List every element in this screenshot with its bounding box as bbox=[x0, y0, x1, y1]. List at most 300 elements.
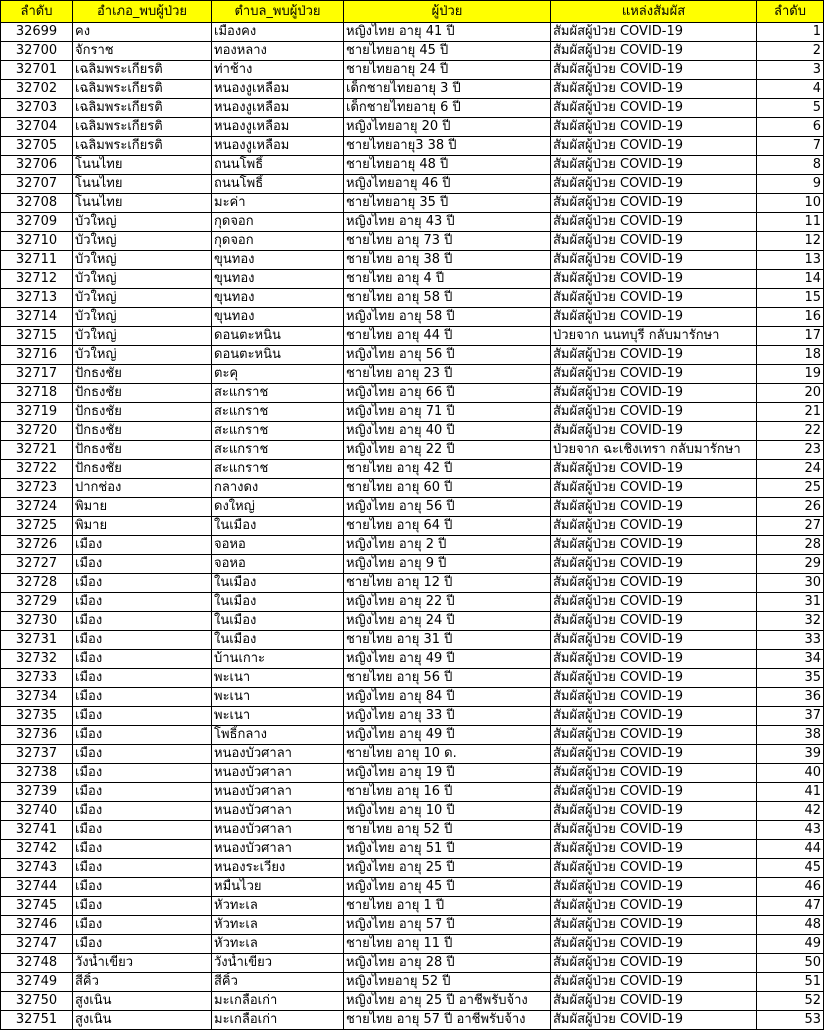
table-row bbox=[1, 23, 824, 42]
case-number-cell: 32726 bbox=[1, 536, 73, 555]
case-number-cell: 32704 bbox=[1, 118, 73, 137]
table-row bbox=[1, 175, 824, 194]
subdistrict-cell: ในเมือง bbox=[212, 517, 344, 536]
district-cell: เมือง bbox=[73, 631, 212, 650]
district-cell: บัวใหญ่ bbox=[73, 289, 212, 308]
sequence-cell: 13 bbox=[757, 251, 824, 270]
case-number-cell: 32720 bbox=[1, 422, 73, 441]
contact-source-cell: สัมผัสผู้ป่วย COVID-19 bbox=[551, 935, 757, 954]
district-cell: คง bbox=[73, 23, 212, 42]
sequence-cell: 3 bbox=[757, 61, 824, 80]
case-number-cell: 32739 bbox=[1, 783, 73, 802]
contact-source-cell: สัมผัสผู้ป่วย COVID-19 bbox=[551, 194, 757, 213]
case-number-cell: 32709 bbox=[1, 213, 73, 232]
table-row bbox=[1, 897, 824, 916]
district-cell: เมือง bbox=[73, 745, 212, 764]
district-cell: เมือง bbox=[73, 802, 212, 821]
table-row bbox=[1, 631, 824, 650]
subdistrict-cell: หนองงูเหลือม bbox=[212, 99, 344, 118]
patient-cell: หญิงไทย อายุ 71 ปี bbox=[344, 403, 551, 422]
district-cell: เมือง bbox=[73, 669, 212, 688]
patient-cell: ชายไทย อายุ 1 ปี bbox=[344, 897, 551, 916]
patient-cell: หญิงไทยอายุ 52 ปี bbox=[344, 973, 551, 992]
contact-source-cell: สัมผัสผู้ป่วย COVID-19 bbox=[551, 992, 757, 1011]
subdistrict-cell: ตะคุ bbox=[212, 365, 344, 384]
subdistrict-cell: ดอนตะหนิน bbox=[212, 327, 344, 346]
table-row bbox=[1, 916, 824, 935]
patient-cell: ชายไทย อายุ 57 ปี อาชีพรับจ้าง bbox=[344, 1011, 551, 1030]
patient-cell: หญิงไทย อายุ 56 ปี bbox=[344, 346, 551, 365]
table-row bbox=[1, 726, 824, 745]
table-row bbox=[1, 650, 824, 669]
contact-source-cell: สัมผัสผู้ป่วย COVID-19 bbox=[551, 745, 757, 764]
contact-source-cell: สัมผัสผู้ป่วย COVID-19 bbox=[551, 498, 757, 517]
patient-cell: ชายไทย อายุ 11 ปี bbox=[344, 935, 551, 954]
patient-cell: ชายไทยอายุ 24 ปี bbox=[344, 61, 551, 80]
contact-source-cell: สัมผัสผู้ป่วย COVID-19 bbox=[551, 688, 757, 707]
header-case-number: ลำดับ bbox=[1, 1, 73, 23]
sequence-cell: 2 bbox=[757, 42, 824, 61]
district-cell: เมือง bbox=[73, 574, 212, 593]
district-cell: เฉลิมพระเกียรติ bbox=[73, 99, 212, 118]
table-row bbox=[1, 574, 824, 593]
patient-cell: ชายไทยอายุ 45 ปี bbox=[344, 42, 551, 61]
patient-cell: หญิงไทย อายุ 22 ปี bbox=[344, 441, 551, 460]
patient-cell: เด็กชายไทยอายุ 6 ปี bbox=[344, 99, 551, 118]
subdistrict-cell: ขุนทอง bbox=[212, 251, 344, 270]
district-cell: ปากช่อง bbox=[73, 479, 212, 498]
patient-cell: ชายไทย อายุ 42 ปี bbox=[344, 460, 551, 479]
contact-source-cell: สัมผัสผู้ป่วย COVID-19 bbox=[551, 137, 757, 156]
contact-source-cell: สัมผัสผู้ป่วย COVID-19 bbox=[551, 308, 757, 327]
patient-cell: ชายไทย อายุ 38 ปี bbox=[344, 251, 551, 270]
table-body bbox=[1, 23, 824, 1030]
district-cell: พิมาย bbox=[73, 498, 212, 517]
subdistrict-cell: สะแกราช bbox=[212, 460, 344, 479]
district-cell: ปักธงชัย bbox=[73, 441, 212, 460]
district-cell: ปักธงชัย bbox=[73, 460, 212, 479]
subdistrict-cell: ดงใหญ่ bbox=[212, 498, 344, 517]
subdistrict-cell: กุดจอก bbox=[212, 232, 344, 251]
contact-source-cell: สัมผัสผู้ป่วย COVID-19 bbox=[551, 346, 757, 365]
patient-cell: ชายไทย อายุ 4 ปี bbox=[344, 270, 551, 289]
contact-source-cell: สัมผัสผู้ป่วย COVID-19 bbox=[551, 61, 757, 80]
subdistrict-cell: หมื่นไวย bbox=[212, 878, 344, 897]
contact-source-cell: สัมผัสผู้ป่วย COVID-19 bbox=[551, 232, 757, 251]
district-cell: เมือง bbox=[73, 783, 212, 802]
header-contact-source: แหล่งสัมผัส bbox=[551, 1, 757, 23]
case-number-cell: 32741 bbox=[1, 821, 73, 840]
case-number-cell: 32734 bbox=[1, 688, 73, 707]
contact-source-cell: สัมผัสผู้ป่วย COVID-19 bbox=[551, 422, 757, 441]
subdistrict-cell: ทองหลาง bbox=[212, 42, 344, 61]
header-patient: ผู้ป่วย bbox=[344, 1, 551, 23]
contact-source-cell: สัมผัสผู้ป่วย COVID-19 bbox=[551, 213, 757, 232]
district-cell: เมือง bbox=[73, 536, 212, 555]
case-number-cell: 32724 bbox=[1, 498, 73, 517]
sequence-cell: 26 bbox=[757, 498, 824, 517]
subdistrict-cell: หนองบัวศาลา bbox=[212, 745, 344, 764]
district-cell: พิมาย bbox=[73, 517, 212, 536]
sequence-cell: 39 bbox=[757, 745, 824, 764]
patient-cell: หญิงไทย อายุ 84 ปี bbox=[344, 688, 551, 707]
contact-source-cell: สัมผัสผู้ป่วย COVID-19 bbox=[551, 118, 757, 137]
patient-cell: หญิงไทย อายุ 25 ปี bbox=[344, 859, 551, 878]
table-row bbox=[1, 99, 824, 118]
contact-source-cell: สัมผัสผู้ป่วย COVID-19 bbox=[551, 821, 757, 840]
district-cell: เมือง bbox=[73, 726, 212, 745]
subdistrict-cell: มะค่า bbox=[212, 194, 344, 213]
subdistrict-cell: ในเมือง bbox=[212, 574, 344, 593]
case-number-cell: 32719 bbox=[1, 403, 73, 422]
header-sequence: ลำดับ bbox=[757, 1, 824, 23]
patient-cell: ชายไทย อายุ 31 ปี bbox=[344, 631, 551, 650]
district-cell: โนนไทย bbox=[73, 175, 212, 194]
sequence-cell: 37 bbox=[757, 707, 824, 726]
district-cell: ปักธงชัย bbox=[73, 384, 212, 403]
table-row bbox=[1, 346, 824, 365]
district-cell: บัวใหญ่ bbox=[73, 346, 212, 365]
patient-cell: ชายไทย อายุ 10 ด. bbox=[344, 745, 551, 764]
case-number-cell: 32710 bbox=[1, 232, 73, 251]
subdistrict-cell: สะแกราช bbox=[212, 422, 344, 441]
subdistrict-cell: ดอนตะหนิน bbox=[212, 346, 344, 365]
case-number-cell: 32723 bbox=[1, 479, 73, 498]
district-cell: เฉลิมพระเกียรติ bbox=[73, 118, 212, 137]
sequence-cell: 30 bbox=[757, 574, 824, 593]
sequence-cell: 33 bbox=[757, 631, 824, 650]
subdistrict-cell: กุดจอก bbox=[212, 213, 344, 232]
sequence-cell: 4 bbox=[757, 80, 824, 99]
contact-source-cell: สัมผัสผู้ป่วย COVID-19 bbox=[551, 23, 757, 42]
patient-cell: ชายไทย อายุ 16 ปี bbox=[344, 783, 551, 802]
patient-cell: ชายไทย อายุ 73 ปี bbox=[344, 232, 551, 251]
subdistrict-cell: สะแกราช bbox=[212, 384, 344, 403]
patient-cell: ชายไทย อายุ 56 ปี bbox=[344, 669, 551, 688]
district-cell: เมือง bbox=[73, 840, 212, 859]
table-row bbox=[1, 308, 824, 327]
subdistrict-cell: พะเนา bbox=[212, 707, 344, 726]
table-row bbox=[1, 973, 824, 992]
patient-cell: หญิงไทย อายุ 45 ปี bbox=[344, 878, 551, 897]
patient-cell: หญิงไทย อายุ 49 ปี bbox=[344, 650, 551, 669]
table-row bbox=[1, 460, 824, 479]
table-row bbox=[1, 593, 824, 612]
table-row bbox=[1, 479, 824, 498]
case-number-cell: 32744 bbox=[1, 878, 73, 897]
sequence-cell: 49 bbox=[757, 935, 824, 954]
patient-cell: หญิงไทย อายุ 9 ปี bbox=[344, 555, 551, 574]
contact-source-cell: สัมผัสผู้ป่วย COVID-19 bbox=[551, 707, 757, 726]
contact-source-cell: สัมผัสผู้ป่วย COVID-19 bbox=[551, 289, 757, 308]
table-row bbox=[1, 270, 824, 289]
patient-cell: ชายไทย อายุ 60 ปี bbox=[344, 479, 551, 498]
table-row bbox=[1, 840, 824, 859]
sequence-cell: 51 bbox=[757, 973, 824, 992]
contact-source-cell: สัมผัสผู้ป่วย COVID-19 bbox=[551, 555, 757, 574]
case-number-cell: 32746 bbox=[1, 916, 73, 935]
district-cell: โนนไทย bbox=[73, 156, 212, 175]
subdistrict-cell: มะเกลือเก่า bbox=[212, 992, 344, 1011]
patient-cell: หญิงไทย อายุ 40 ปี bbox=[344, 422, 551, 441]
district-cell: ปักธงชัย bbox=[73, 403, 212, 422]
patient-cell: หญิงไทย อายุ 28 ปี bbox=[344, 954, 551, 973]
patient-cell: หญิงไทย อายุ 51 ปี bbox=[344, 840, 551, 859]
subdistrict-cell: ในเมือง bbox=[212, 593, 344, 612]
subdistrict-cell: สะแกราช bbox=[212, 403, 344, 422]
sequence-cell: 47 bbox=[757, 897, 824, 916]
sequence-cell: 35 bbox=[757, 669, 824, 688]
sequence-cell: 38 bbox=[757, 726, 824, 745]
subdistrict-cell: หนองงูเหลือม bbox=[212, 137, 344, 156]
case-number-cell: 32732 bbox=[1, 650, 73, 669]
contact-source-cell: สัมผัสผู้ป่วย COVID-19 bbox=[551, 403, 757, 422]
sequence-cell: 50 bbox=[757, 954, 824, 973]
case-number-cell: 32701 bbox=[1, 61, 73, 80]
patient-cell: ชายไทยอายุ3 38 ปี bbox=[344, 137, 551, 156]
case-number-cell: 32735 bbox=[1, 707, 73, 726]
sequence-cell: 27 bbox=[757, 517, 824, 536]
contact-source-cell: สัมผัสผู้ป่วย COVID-19 bbox=[551, 859, 757, 878]
sequence-cell: 31 bbox=[757, 593, 824, 612]
sequence-cell: 15 bbox=[757, 289, 824, 308]
subdistrict-cell: มะเกลือเก่า bbox=[212, 1011, 344, 1030]
case-number-cell: 32728 bbox=[1, 574, 73, 593]
case-number-cell: 32730 bbox=[1, 612, 73, 631]
contact-source-cell: สัมผัสผู้ป่วย COVID-19 bbox=[551, 517, 757, 536]
table-row bbox=[1, 878, 824, 897]
case-number-cell: 32703 bbox=[1, 99, 73, 118]
table-row bbox=[1, 498, 824, 517]
table-row bbox=[1, 80, 824, 99]
patient-cell: ชายไทย อายุ 23 ปี bbox=[344, 365, 551, 384]
contact-source-cell: สัมผัสผู้ป่วย COVID-19 bbox=[551, 669, 757, 688]
contact-source-cell: สัมผัสผู้ป่วย COVID-19 bbox=[551, 460, 757, 479]
contact-source-cell: สัมผัสผู้ป่วย COVID-19 bbox=[551, 840, 757, 859]
subdistrict-cell: ท่าช้าง bbox=[212, 61, 344, 80]
sequence-cell: 10 bbox=[757, 194, 824, 213]
sequence-cell: 40 bbox=[757, 764, 824, 783]
subdistrict-cell: สะแกราช bbox=[212, 441, 344, 460]
patient-cell: เด็กชายไทยอายุ 3 ปี bbox=[344, 80, 551, 99]
contact-source-cell: สัมผัสผู้ป่วย COVID-19 bbox=[551, 365, 757, 384]
contact-source-cell: สัมผัสผู้ป่วย COVID-19 bbox=[551, 1011, 757, 1030]
table-row bbox=[1, 688, 824, 707]
case-number-cell: 32707 bbox=[1, 175, 73, 194]
sequence-cell: 8 bbox=[757, 156, 824, 175]
contact-source-cell: สัมผัสผู้ป่วย COVID-19 bbox=[551, 251, 757, 270]
case-number-cell: 32740 bbox=[1, 802, 73, 821]
sequence-cell: 41 bbox=[757, 783, 824, 802]
table-row bbox=[1, 536, 824, 555]
contact-source-cell: สัมผัสผู้ป่วย COVID-19 bbox=[551, 42, 757, 61]
table-row bbox=[1, 745, 824, 764]
contact-source-cell: สัมผัสผู้ป่วย COVID-19 bbox=[551, 479, 757, 498]
contact-source-cell: สัมผัสผู้ป่วย COVID-19 bbox=[551, 99, 757, 118]
contact-source-cell: ป่วยจาก นนทบุรี กลับมารักษา bbox=[551, 327, 757, 346]
contact-source-cell: สัมผัสผู้ป่วย COVID-19 bbox=[551, 574, 757, 593]
sequence-cell: 45 bbox=[757, 859, 824, 878]
case-number-cell: 32733 bbox=[1, 669, 73, 688]
sequence-cell: 44 bbox=[757, 840, 824, 859]
sequence-cell: 9 bbox=[757, 175, 824, 194]
table-row bbox=[1, 669, 824, 688]
subdistrict-cell: ถนนโพธิ์ bbox=[212, 175, 344, 194]
case-number-cell: 32725 bbox=[1, 517, 73, 536]
table-row bbox=[1, 517, 824, 536]
district-cell: เมือง bbox=[73, 897, 212, 916]
case-number-cell: 32729 bbox=[1, 593, 73, 612]
district-cell: สีคิ้ว bbox=[73, 973, 212, 992]
district-cell: เมือง bbox=[73, 859, 212, 878]
sequence-cell: 28 bbox=[757, 536, 824, 555]
table-row bbox=[1, 156, 824, 175]
subdistrict-cell: หัวทะเล bbox=[212, 916, 344, 935]
subdistrict-cell: หนองบัวศาลา bbox=[212, 764, 344, 783]
case-number-cell: 32702 bbox=[1, 80, 73, 99]
district-cell: เมือง bbox=[73, 688, 212, 707]
case-number-cell: 32750 bbox=[1, 992, 73, 1011]
district-cell: เฉลิมพระเกียรติ bbox=[73, 80, 212, 99]
case-number-cell: 32700 bbox=[1, 42, 73, 61]
subdistrict-cell: จอหอ bbox=[212, 555, 344, 574]
table-row bbox=[1, 783, 824, 802]
table-row bbox=[1, 935, 824, 954]
patient-cell: ชายไทย อายุ 12 ปี bbox=[344, 574, 551, 593]
case-number-cell: 32738 bbox=[1, 764, 73, 783]
district-cell: สูงเนิน bbox=[73, 992, 212, 1011]
patient-cell: หญิงไทย อายุ 66 ปี bbox=[344, 384, 551, 403]
subdistrict-cell: สีคิ้ว bbox=[212, 973, 344, 992]
sequence-cell: 43 bbox=[757, 821, 824, 840]
patient-cell: หญิงไทย อายุ 57 ปี bbox=[344, 916, 551, 935]
subdistrict-cell: ในเมือง bbox=[212, 612, 344, 631]
table-row bbox=[1, 251, 824, 270]
table-row bbox=[1, 802, 824, 821]
contact-source-cell: ป่วยจาก ฉะเชิงเทรา กลับมารักษา bbox=[551, 441, 757, 460]
patient-cell: ชายไทยอายุ 48 ปี bbox=[344, 156, 551, 175]
table-row bbox=[1, 61, 824, 80]
district-cell: วังน้ำเขียว bbox=[73, 954, 212, 973]
subdistrict-cell: บ้านเกาะ bbox=[212, 650, 344, 669]
sequence-cell: 14 bbox=[757, 270, 824, 289]
contact-source-cell: สัมผัสผู้ป่วย COVID-19 bbox=[551, 270, 757, 289]
table-row bbox=[1, 441, 824, 460]
table-row bbox=[1, 327, 824, 346]
district-cell: ปักธงชัย bbox=[73, 422, 212, 441]
table-row bbox=[1, 365, 824, 384]
case-number-cell: 32721 bbox=[1, 441, 73, 460]
contact-source-cell: สัมผัสผู้ป่วย COVID-19 bbox=[551, 631, 757, 650]
sequence-cell: 18 bbox=[757, 346, 824, 365]
header-row bbox=[1, 1, 824, 23]
district-cell: เมือง bbox=[73, 612, 212, 631]
table-row bbox=[1, 422, 824, 441]
subdistrict-cell: ขุนทอง bbox=[212, 308, 344, 327]
case-number-cell: 32708 bbox=[1, 194, 73, 213]
patient-cell: หญิงไทย อายุ 2 ปี bbox=[344, 536, 551, 555]
subdistrict-cell: โพธิ์กลาง bbox=[212, 726, 344, 745]
sequence-cell: 32 bbox=[757, 612, 824, 631]
table-row bbox=[1, 194, 824, 213]
table-row bbox=[1, 707, 824, 726]
contact-source-cell: สัมผัสผู้ป่วย COVID-19 bbox=[551, 175, 757, 194]
contact-source-cell: สัมผัสผู้ป่วย COVID-19 bbox=[551, 916, 757, 935]
subdistrict-cell: ถนนโพธิ์ bbox=[212, 156, 344, 175]
sequence-cell: 11 bbox=[757, 213, 824, 232]
case-number-cell: 32718 bbox=[1, 384, 73, 403]
subdistrict-cell: กลางดง bbox=[212, 479, 344, 498]
case-number-cell: 32742 bbox=[1, 840, 73, 859]
subdistrict-cell: วังน้ำเขียว bbox=[212, 954, 344, 973]
sequence-cell: 6 bbox=[757, 118, 824, 137]
subdistrict-cell: หนองบัวศาลา bbox=[212, 821, 344, 840]
case-number-cell: 32716 bbox=[1, 346, 73, 365]
case-number-cell: 32747 bbox=[1, 935, 73, 954]
table-row bbox=[1, 42, 824, 61]
contact-source-cell: สัมผัสผู้ป่วย COVID-19 bbox=[551, 878, 757, 897]
subdistrict-cell: จอหอ bbox=[212, 536, 344, 555]
district-cell: เฉลิมพระเกียรติ bbox=[73, 137, 212, 156]
patient-cell: หญิงไทย อายุ 41 ปี bbox=[344, 23, 551, 42]
district-cell: สูงเนิน bbox=[73, 1011, 212, 1030]
patient-cell: ชายไทย อายุ 52 ปี bbox=[344, 821, 551, 840]
table-row bbox=[1, 992, 824, 1011]
case-number-cell: 32714 bbox=[1, 308, 73, 327]
sequence-cell: 22 bbox=[757, 422, 824, 441]
contact-source-cell: สัมผัสผู้ป่วย COVID-19 bbox=[551, 536, 757, 555]
case-number-cell: 32736 bbox=[1, 726, 73, 745]
contact-source-cell: สัมผัสผู้ป่วย COVID-19 bbox=[551, 156, 757, 175]
subdistrict-cell: หัวทะเล bbox=[212, 897, 344, 916]
case-number-cell: 32715 bbox=[1, 327, 73, 346]
subdistrict-cell: หัวทะเล bbox=[212, 935, 344, 954]
district-cell: เมือง bbox=[73, 916, 212, 935]
sequence-cell: 17 bbox=[757, 327, 824, 346]
sequence-cell: 23 bbox=[757, 441, 824, 460]
table-row bbox=[1, 1011, 824, 1030]
case-number-cell: 32706 bbox=[1, 156, 73, 175]
subdistrict-cell: หนองงูเหลือม bbox=[212, 80, 344, 99]
table-row bbox=[1, 403, 824, 422]
patient-cell: ชายไทย อายุ 64 ปี bbox=[344, 517, 551, 536]
sequence-cell: 24 bbox=[757, 460, 824, 479]
patient-cell: หญิงไทยอายุ 20 ปี bbox=[344, 118, 551, 137]
sequence-cell: 42 bbox=[757, 802, 824, 821]
contact-source-cell: สัมผัสผู้ป่วย COVID-19 bbox=[551, 384, 757, 403]
sequence-cell: 46 bbox=[757, 878, 824, 897]
district-cell: บัวใหญ่ bbox=[73, 308, 212, 327]
district-cell: บัวใหญ่ bbox=[73, 327, 212, 346]
sequence-cell: 34 bbox=[757, 650, 824, 669]
table-row bbox=[1, 384, 824, 403]
district-cell: เฉลิมพระเกียรติ bbox=[73, 61, 212, 80]
contact-source-cell: สัมผัสผู้ป่วย COVID-19 bbox=[551, 897, 757, 916]
patient-cell: ชายไทย อายุ 58 ปี bbox=[344, 289, 551, 308]
table-row bbox=[1, 954, 824, 973]
patient-cell: หญิงไทย อายุ 49 ปี bbox=[344, 726, 551, 745]
case-number-cell: 32713 bbox=[1, 289, 73, 308]
district-cell: เมือง bbox=[73, 707, 212, 726]
contact-source-cell: สัมผัสผู้ป่วย COVID-19 bbox=[551, 650, 757, 669]
case-number-cell: 32699 bbox=[1, 23, 73, 42]
district-cell: บัวใหญ่ bbox=[73, 251, 212, 270]
table-row bbox=[1, 137, 824, 156]
case-number-cell: 32749 bbox=[1, 973, 73, 992]
sequence-cell: 36 bbox=[757, 688, 824, 707]
subdistrict-cell: หนองระเวียง bbox=[212, 859, 344, 878]
district-cell: เมือง bbox=[73, 593, 212, 612]
